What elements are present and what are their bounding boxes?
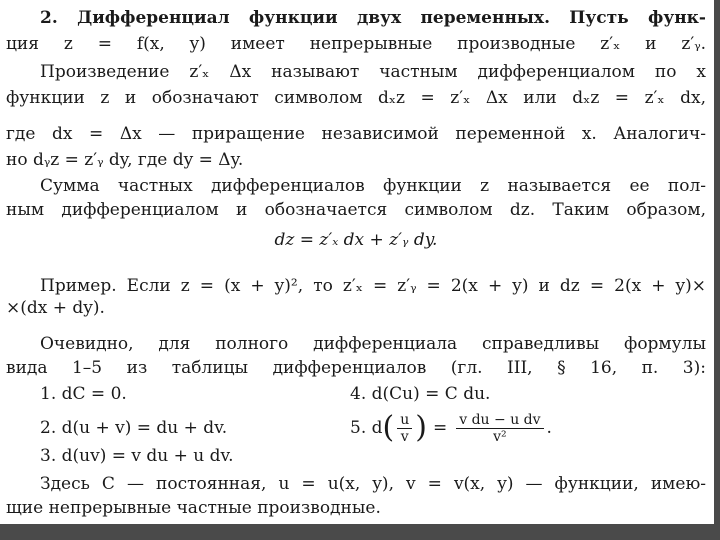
fraction-quotient-rule <box>456 412 543 445</box>
fraction-denominator: v² <box>493 428 507 445</box>
equals-sign: = <box>432 418 448 438</box>
paragraph-line: Очевидно, для полного дифференциала справедливы формулы <box>40 334 706 354</box>
paragraph-line: где dx = Δx — приращение независимой переменной x. Аналогич- <box>6 124 706 144</box>
fraction-numerator: u <box>397 412 412 429</box>
formula-5-prefix: 5. d <box>350 418 383 438</box>
example-line: ×(dx + dy). <box>6 298 105 318</box>
paragraph-line: Здесь C — постоянная, u = u(x, y), v = v(x, y) — функции, имею- <box>40 474 706 494</box>
section-heading-line <box>40 8 706 28</box>
fraction-u-over-v <box>397 412 412 445</box>
paragraph-line: функции z и обозначают символом dₓz = z′ₓ Δx или dₓz = z′ₓ dx, <box>6 88 706 108</box>
right-paren: ) <box>415 410 427 445</box>
paragraph-line: вида 1–5 из таблицы дифференциалов (гл. III, § 16, п. 3): <box>6 358 706 378</box>
total-differential-formula: dz = z′ₓ dx + z′ᵧ dy. <box>274 230 438 250</box>
formula-2: 2. d(u + v) = du + dv. <box>40 418 228 438</box>
paragraph-line: Сумма частных дифференциалов функции z называется ее пол- <box>40 176 706 196</box>
formula-3: 3. d(uv) = v du + u dv. <box>40 446 234 466</box>
paragraph-line: Произведение z′ₓ Δx называют частным дифференциалом по x <box>40 62 706 82</box>
section-heading: 2. Дифференциал функции двух переменных. Пусть функ- <box>40 8 706 28</box>
paragraph-line: но dᵧz = z′ᵧ dy, где dy = Δy. <box>6 150 244 170</box>
paragraph-line: щие непрерывные частные производные. <box>6 498 381 518</box>
fraction-denominator: v <box>400 428 409 445</box>
example-line: Пример. Если z = (x + y)², то z′ₓ = z′ᵧ = 2(x + y) и dz = 2(x + y)× <box>40 276 706 296</box>
formula-1: 1. dC = 0. <box>40 384 127 404</box>
period: . <box>546 418 552 438</box>
formula-4: 4. d(Cu) = C du. <box>350 384 491 404</box>
left-paren: ( <box>382 410 395 445</box>
fraction-numerator: v du − u dv <box>456 412 543 429</box>
paragraph-line: ция z = f(x, y) имеет непрерывные производные z′ₓ и z′ᵧ. <box>6 34 706 54</box>
paragraph-line: ным дифференциалом и обозначается символом dz. Таким образом, <box>6 200 706 220</box>
formula-5 <box>350 408 552 448</box>
